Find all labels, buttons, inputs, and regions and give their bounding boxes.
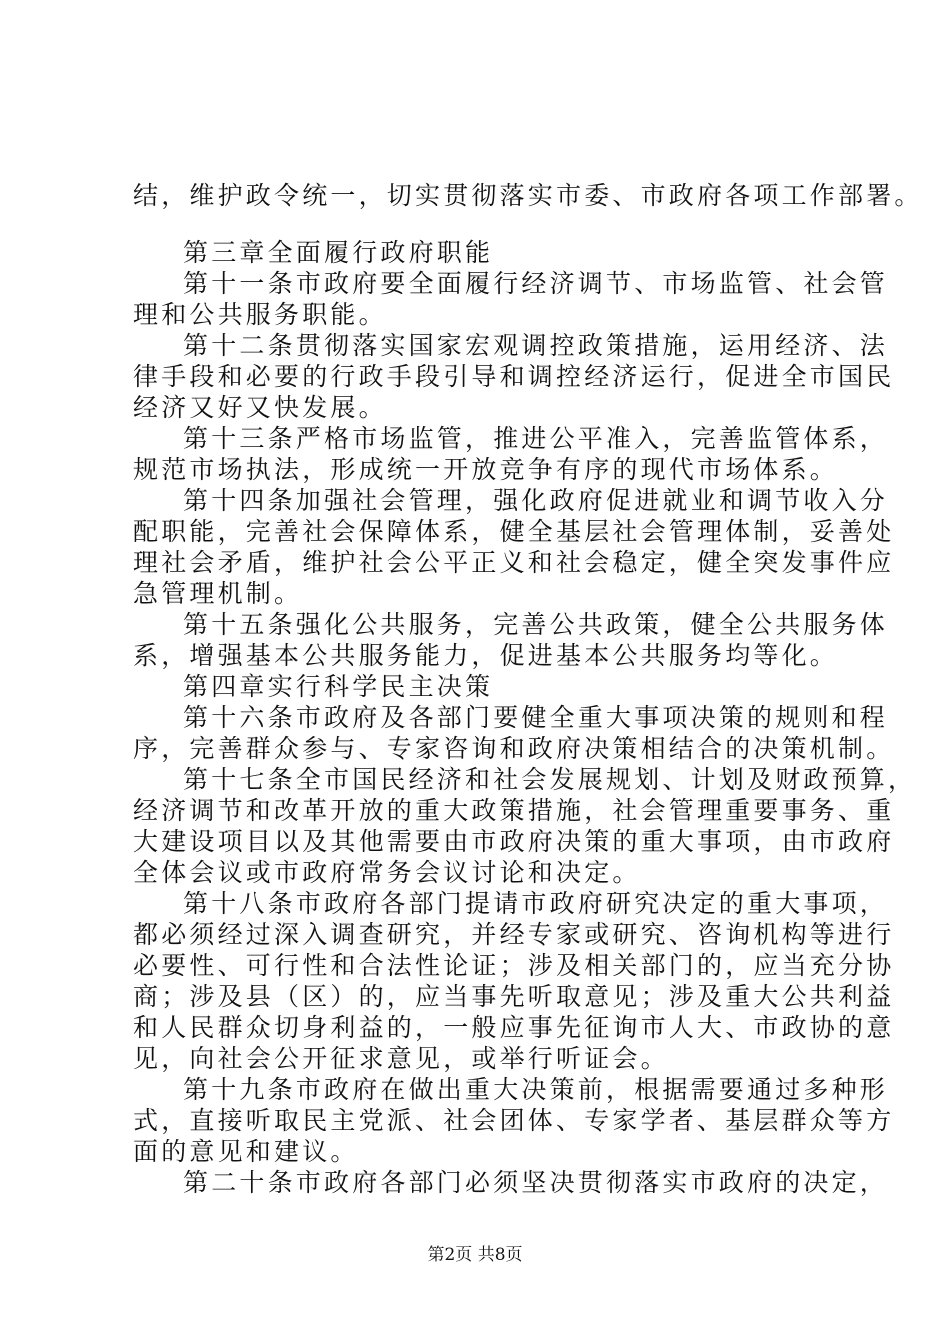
article-line: 第十五条强化公共服务，完善公共政策，健全公共服务体 [183,610,889,639]
paragraph-line: 式，直接听取民主党派、社会团体、专家学者、基层群众等方 [133,1106,895,1135]
paragraph-line: 都必须经过深入调查研究，并经专家或研究、咨询机构等进行 [133,920,895,949]
paragraph-line: 全体会议或市政府常务会议讨论和决定。 [133,858,641,887]
article-line: 第二十条市政府各部门必须坚决贯彻落实市政府的决定， [183,1168,889,1197]
article-line: 第十一条市政府要全面履行经济调节、市场监管、社会管 [183,269,889,298]
article-line: 第十二条贯彻落实国家宏观调控政策措施，运用经济、法 [183,331,889,360]
page-number-footer: 第2页 共8页 [427,1245,523,1265]
article-line: 第十七条全市国民经济和社会发展规划、计划及财政预算， [183,765,917,794]
paragraph-line: 规范市场执法，形成统一开放竞争有序的现代市场体系。 [133,455,839,484]
paragraph-line: 理和公共服务职能。 [133,300,387,329]
paragraph-line: 序，完善群众参与、专家咨询和政府决策相结合的决策机制。 [133,734,895,763]
article-line: 第十九条市政府在做出重大决策前，根据需要通过多种形 [183,1075,889,1104]
paragraph-line: 面的意见和建议。 [133,1137,359,1166]
paragraph-line: 和人民群众切身利益的，一般应事先征询市人大、市政协的意 [133,1013,895,1042]
paragraph-line: 见，向社会公开征求意见，或举行听证会。 [133,1044,669,1073]
article-line: 第十四条加强社会管理，强化政府促进就业和调节收入分 [183,486,889,515]
paragraph-line: 理社会矛盾，维护社会公平正义和社会稳定，健全突发事件应 [133,548,895,577]
paragraph-line: 经济调节和改革开放的重大政策措施，社会管理重要事务、重 [133,796,895,825]
paragraph-line: 急管理机制。 [133,579,303,608]
paragraph-line: 必要性、可行性和合法性论证；涉及相关部门的，应当充分协 [133,951,895,980]
paragraph-line: 大建设项目以及其他需要由市政府决策的重大事项，由市政府 [133,827,895,856]
paragraph-line: 结，维护政令统一，切实贯彻落实市委、市政府各项工作部署。 [133,181,923,210]
article-line: 第十三条严格市场监管，推进公平准入，完善监管体系， [183,424,889,453]
paragraph-line: 系，增强基本公共服务能力，促进基本公共服务均等化。 [133,641,839,670]
article-line: 第十八条市政府各部门提请市政府研究决定的重大事项， [183,889,889,918]
paragraph-line: 经济又好又快发展。 [133,393,387,422]
chapter-heading: 第三章全面履行政府职能 [183,238,494,267]
paragraph-line: 配职能，完善社会保障体系，健全基层社会管理体制，妥善处 [133,517,895,546]
paragraph-line: 商；涉及县（区）的，应当事先听取意见；涉及重大公共利益 [133,982,895,1011]
paragraph-line: 律手段和必要的行政手段引导和调控经济运行，促进全市国民 [133,362,895,391]
article-line: 第十六条市政府及各部门要健全重大事项决策的规则和程 [183,703,889,732]
chapter-heading: 第四章实行科学民主决策 [183,672,494,701]
